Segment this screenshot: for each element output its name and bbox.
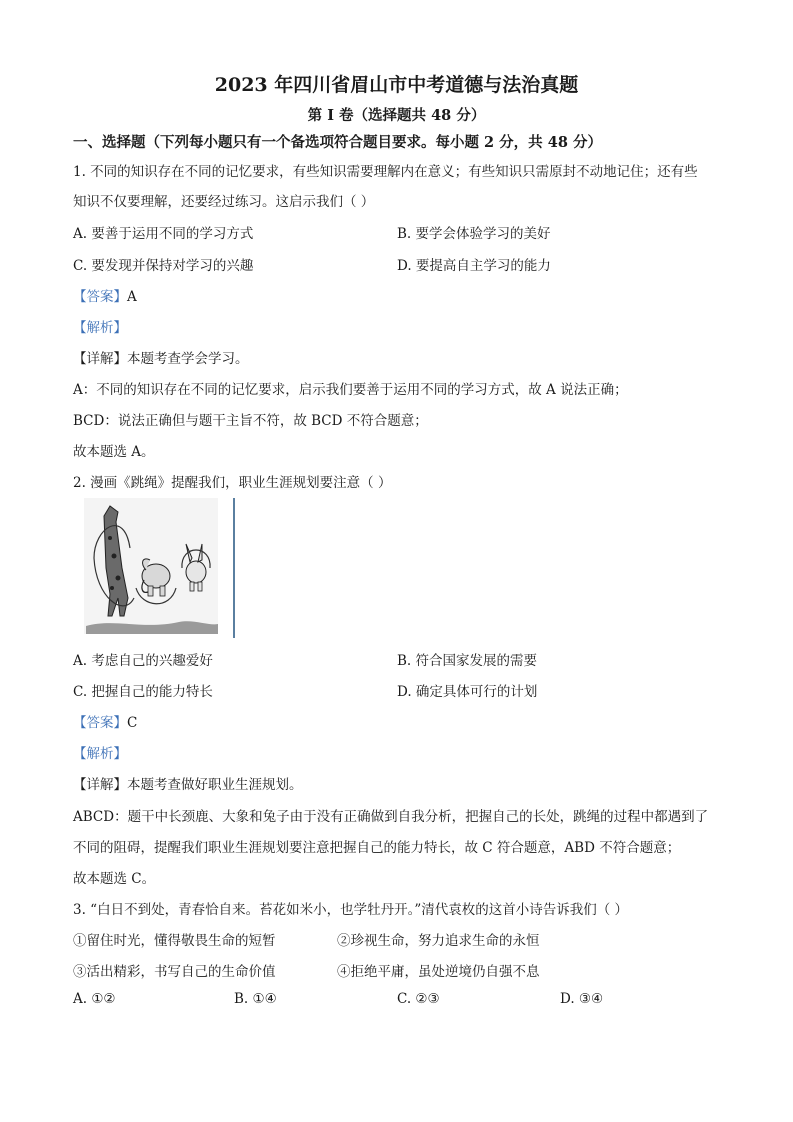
q1-analysis-bcd: BCD：说法正确但与题干主旨不符，故 BCD 不符合题意； — [73, 413, 428, 429]
q1-conclusion: 故本题选 A。 — [73, 444, 155, 460]
q2-option-d: D. 确定具体可行的计划 — [397, 684, 538, 700]
q2-option-b: B. 符合国家发展的需要 — [397, 653, 538, 669]
q3-item-2: ②珍视生命，努力追求生命的永恒 — [337, 933, 540, 949]
q3-option-b: B. ①④ — [234, 991, 277, 1007]
q2-analysis-line2: 不同的阻碍，提醒我们职业生涯规划要注意把握自己的能力特长，故 C 符合题意，ABD 不符合题意； — [73, 840, 681, 856]
q3-item-3: ③活出精彩，书写自己的生命价值 — [73, 964, 276, 980]
q3-stem: 3. “白日不到处，青春恰自来。苔花如米小，也学牡丹开。”清代袁枚的这首小诗告诉我们（ ） — [73, 902, 629, 918]
q3-item-4: ④拒绝平庸，虽处逆境仍自强不息 — [337, 964, 540, 980]
q3-option-c: C. ②③ — [397, 991, 440, 1007]
answer-label: 【答案】 — [73, 715, 127, 731]
q1-analysis-label: 【解析】 — [73, 320, 127, 336]
q1-analysis-a: A：不同的知识存在不同的记忆要求，启示我们要善于运用不同的学习方式，故 A 说法正确； — [73, 382, 628, 398]
section-heading: 一、选择题（下列每小题只有一个备选项符合题目要求。每小题 2 分，共 48 分） — [73, 134, 602, 151]
q2-detail — [73, 773, 303, 793]
answer-label: 【答案】 — [73, 289, 127, 305]
cartoon-jump-rope-image — [84, 498, 236, 638]
detail-text: 本题考查做好职业生涯规划。 — [127, 777, 303, 793]
detail-label: 【详解】 — [73, 777, 127, 793]
answer-value: A — [127, 289, 137, 305]
q2-analysis-label: 【解析】 — [73, 746, 127, 762]
q2-analysis-line1: ABCD：题干中长颈鹿、大象和兔子由于没有正确做到自我分析，把握自己的长处，跳绳的过程中都遇到了 — [73, 809, 709, 825]
q3-item-1: ①留住时光，懂得敬畏生命的短暂 — [73, 933, 276, 949]
q1-stem-line2: 知识不仅要理解，还要经过练习。这启示我们（ ） — [73, 194, 375, 210]
q1-option-a: A. 要善于运用不同的学习方式 — [73, 226, 254, 242]
q1-option-c: C. 要发现并保持对学习的兴趣 — [73, 258, 254, 274]
part-subtitle: 第 I 卷（选择题共 48 分） — [307, 107, 486, 124]
q2-option-c: C. 把握自己的能力特长 — [73, 684, 213, 700]
q2-answer — [73, 711, 137, 731]
q1-option-d: D. 要提高自主学习的能力 — [397, 258, 551, 274]
q2-option-a: A. 考虑自己的兴趣爱好 — [73, 653, 213, 669]
q1-answer — [73, 285, 137, 305]
detail-text: 本题考查学会学习。 — [127, 351, 249, 367]
detail-label: 【详解】 — [73, 351, 127, 367]
q3-option-d: D. ③④ — [560, 991, 604, 1007]
q2-conclusion: 故本题选 C。 — [73, 871, 156, 887]
cartoon-drawing — [84, 498, 236, 638]
q2-stem: 2. 漫画《跳绳》提醒我们，职业生涯规划要注意（ ） — [73, 475, 392, 491]
q1-option-b: B. 要学会体验学习的美好 — [397, 226, 551, 242]
answer-value: C — [127, 715, 138, 731]
q1-stem-line1: 1. 不同的知识存在不同的记忆要求，有些知识需要理解内在意义；有些知识只需原封不动地记住；还有些 — [73, 164, 698, 180]
q1-detail — [73, 347, 249, 367]
page-title: 2023 年四川省眉山市中考道德与法治真题 — [214, 74, 579, 96]
q3-option-a: A. ①② — [73, 991, 116, 1007]
